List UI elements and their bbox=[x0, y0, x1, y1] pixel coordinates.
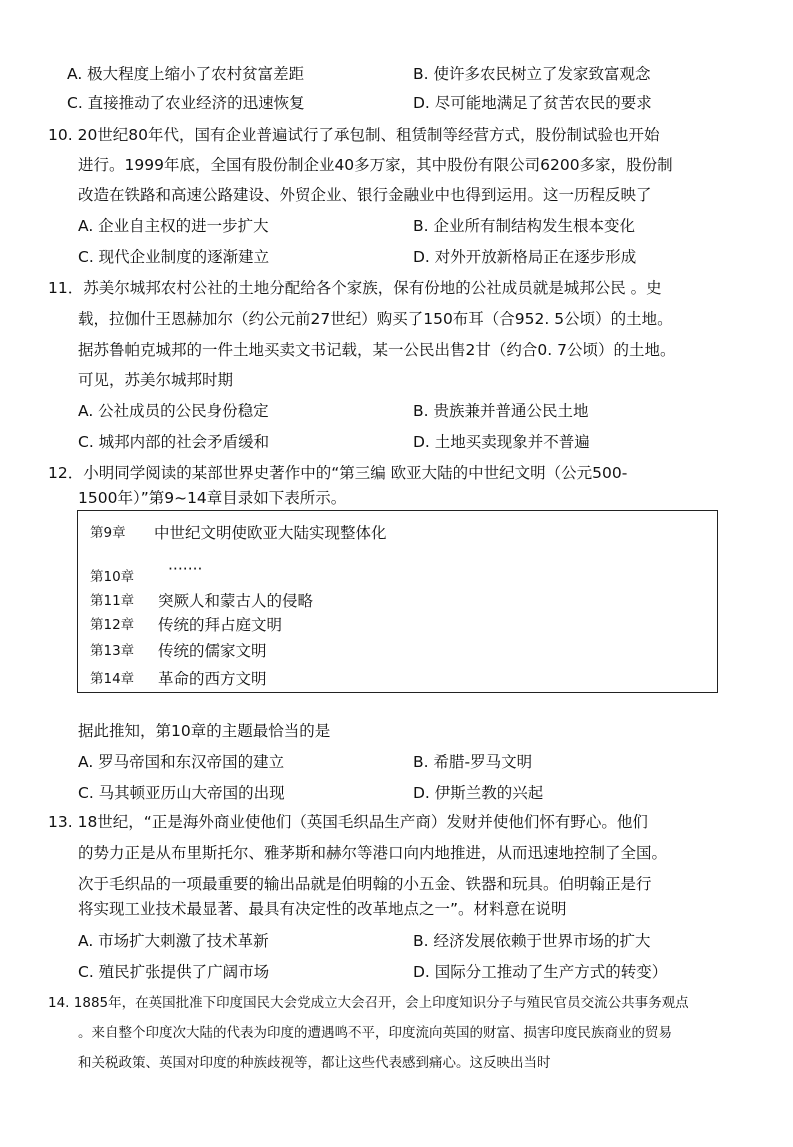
q9-option-a: A. 极大程度上缩小了农村贫富差距 bbox=[67, 65, 305, 83]
q11-option-b: B. 贵族兼并普通公民土地 bbox=[413, 402, 589, 420]
q10-stem-line-1: 10. 20世纪80年代，国有企业普遍试行了承包制、租赁制等经营方式，股份制试验也开始 bbox=[48, 126, 660, 144]
chapter-number: 第13章 bbox=[90, 643, 135, 659]
q11-option-c: C. 城邦内部的社会矛盾缓和 bbox=[78, 433, 270, 451]
chapter-title: 革命的西方文明 bbox=[158, 670, 267, 688]
q12-stem-line-1: 12．小明同学阅读的某部世界史著作中的“第三编 欧亚大陆的中世纪文明（公元500- bbox=[48, 464, 628, 482]
q10-option-d: D. 对外开放新格局正在逐步形成 bbox=[413, 248, 637, 266]
q12-option-a: A. 罗马帝国和东汉帝国的建立 bbox=[78, 753, 285, 771]
q14-stem-line-1: 14. 1885年，在英国批准下印度国民大会党成立大会召开，会上印度知识分子与殖民官员交流公共事务观点 bbox=[48, 995, 689, 1011]
q11-option-a: A. 公社成员的公民身份稳定 bbox=[78, 402, 269, 420]
q11-stem-line-2: 载，拉伽什王恩赫加尔（约公元前27世纪）购买了150布耳（合952. 5公顷）的土地。 bbox=[78, 310, 673, 328]
q12-option-d: D. 伊斯兰教的兴起 bbox=[413, 784, 544, 802]
q13-option-a: A. 市场扩大刺激了技术革新 bbox=[78, 932, 269, 950]
q12-prompt: 据此推知，第10章的主题最恰当的是 bbox=[78, 722, 331, 740]
q10-stem-line-3: 改造在铁路和高速公路建设、外贸企业、银行金融业中也得到运用。这一历程反映了 bbox=[78, 186, 652, 204]
q12-option-c: C. 马其顿亚历山大帝国的出现 bbox=[78, 784, 285, 802]
q13-stem-line-3: 次于毛织品的一项最重要的输出品就是伯明翰的小五金、铁器和玩具。伯明翰正是行 bbox=[78, 875, 652, 893]
q13-stem-line-2: 的势力正是从布里斯托尔、雅茅斯和赫尔等港口向内地推进，从而迅速地控制了全国。 bbox=[78, 844, 668, 862]
chapter-title: 中世纪文明使欧亚大陆实现整体化 bbox=[154, 524, 387, 542]
q13-option-b: B. 经济发展依赖于世界市场的扩大 bbox=[413, 932, 651, 950]
q13-option-d: D. 国际分工推动了生产方式的转变） bbox=[413, 963, 668, 981]
q12-option-b: B. 希腊-罗马文明 bbox=[413, 753, 533, 771]
q11-option-d: D. 土地买卖现象并不普遍 bbox=[413, 433, 590, 451]
q12-stem-line-2: 1500年）”第9~14章目录如下表所示。 bbox=[78, 489, 347, 507]
q9-option-d: D. 尽可能地满足了贫苦农民的要求 bbox=[413, 94, 652, 112]
chapter-table bbox=[77, 510, 718, 693]
q11-stem-line-1: 11．苏美尔城邦农村公社的土地分配给各个家族，保有份地的公社成员就是城邦公民 。史 bbox=[48, 279, 662, 297]
q14-stem-line-2: 。来自整个印度次大陆的代表为印度的遭遇鸣不平，印度流向英国的财富、损害印度民族商业的贸易 bbox=[78, 1025, 672, 1041]
q11-stem-line-3: 据苏鲁帕克城邦的一件土地买卖文书记载，某一公民出售2甘（约合0. 7公顷）的土地。 bbox=[78, 341, 676, 359]
q10-option-c: C. 现代企业制度的逐渐建立 bbox=[78, 248, 270, 266]
chapter-title: 突厥人和蒙古人的侵略 bbox=[158, 592, 314, 610]
q10-option-b: B. 企业所有制结构发生根本变化 bbox=[413, 217, 635, 235]
q13-option-c: C. 殖民扩张提供了广阔市场 bbox=[78, 963, 270, 981]
q10-stem-line-2: 进行。1999年底，全国有股份制企业40多万家，其中股份有限公司6200多家，股份制 bbox=[78, 156, 673, 174]
chapter-number: 第10章 bbox=[90, 569, 135, 585]
chapter-number: 第11章 bbox=[90, 593, 135, 609]
chapter-number: 第14章 bbox=[90, 671, 135, 687]
q10-option-a: A. 企业自主权的进一步扩大 bbox=[78, 217, 269, 235]
chapter-title: 传统的儒家文明 bbox=[158, 642, 267, 660]
q9-option-b: B. 使许多农民树立了发家致富观念 bbox=[413, 65, 651, 83]
q11-stem-line-4: 可见，苏美尔城邦时期 bbox=[78, 371, 234, 389]
q13-stem-line-1: 13. 18世纪，“正是海外商业使他们（英国毛织品生产商）发财并使他们怀有野心。他们 bbox=[48, 813, 648, 831]
q13-stem-line-4: 将实现工业技术最显著、最具有决定性的改革地点之一”。材料意在说明 bbox=[78, 900, 567, 918]
chapter-number: 第9章 bbox=[90, 525, 126, 541]
chapter-number: 第12章 bbox=[90, 617, 135, 633]
q9-option-c: C. 直接推动了农业经济的迅速恢复 bbox=[67, 94, 305, 112]
q14-stem-line-3: 和关税政策、英国对印度的种族歧视等，都让这些代表感到痛心。这反映出当时 bbox=[78, 1055, 551, 1071]
chapter-title: 传统的拜占庭文明 bbox=[158, 616, 283, 634]
chapter-ellipsis: ······· bbox=[168, 560, 203, 578]
